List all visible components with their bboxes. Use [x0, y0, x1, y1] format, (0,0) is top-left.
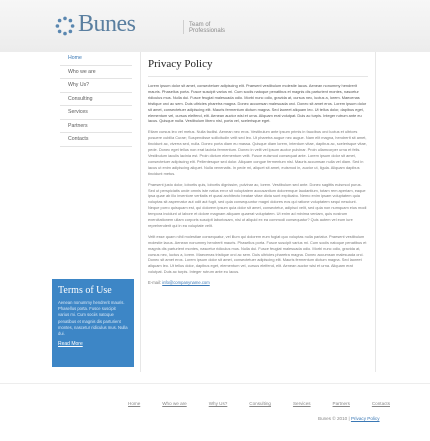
- paragraph-3: Praesent justo dolor, lobortis quis, lobortis dignissim, pulvinar ac, lorem. Vestibulum sed ante. Donec sagittis euismod purus. Sed ut perspiciatis unde omnis iste natus error sit voluptatem accusantium doloremque laudantium, totam rem aperiam, eaque ipsa quae ab illo inventore veritatis et quasi architecto beatae vitae dicta sunt explicabo. Nemo enim ipsam voluptatem quia voluptas sit aspernatur aut odit aut fugit, sed quia consequuntur magni dolores eos qui ratione voluptatem sequi nesciunt. Neque porro quisquam est, qui dolorem ipsum quia dolor sit amet, consectetur, adipisci velit, sed quia non numquam eius modi tempora incidunt ut labore et dolore magnam aliquam quaerat voluptatem. Ut enim ad minima veniam, quis nostrum exercitationem ullam corporis suscipit laboriosam, nisi ut aliquid ex ea commodi consequatur? Quis autem vel eum iure reprehenderit qui in ea voluptate velit.: [148, 181, 367, 228]
- email-line: [148, 280, 368, 285]
- paragraph-1: Lorem ipsum dolor sit amet, consectetuer adipiscing elit. Praesent vestibulum molestie lacus. Aenean nonummy hendrerit mauris. Phasellus porta. Fusce suscipit varius mi. Cum sociis natoque penatibus et magnis dis parturient montes, nascetur ridiculus mus. Nulla dui. Fusce feugiat malesuada odio. Morbi nunc odio, gravida at, cursus nec, luctus a, lorem. Maecenas tristique orci ac sem. Duis ultricies pharetra magna. Donec accumsan malesuada orci. Donec sit amet eros. Lorem ipsum dolor sit amet, consectetuer adipiscing elit. Mauris fermentum dictum magna. Sed laoreet aliquam leo. Ut tellus dolor, dapibus eget, elementum vel, cursus eleifend, elit. Aenean auctor wisi et urna. Aliquam erat volutpat. Duis ac turpis. Integer rutrum ante eu lacus. Quisque nulla. Vestibulum libero nisl, porta vel, scelerisque eget.: [148, 83, 367, 124]
- email-label: E-mail:: [148, 280, 162, 286]
- copyright: [318, 416, 380, 421]
- terms-text: Aenean nonummy hendrerit mauris. Phasellus porta. Fusce suscipit varius mi. Cum sociis natoque penatibus et magnis dis parturient montes, nascetur ridiculus mus. Nulla dui.: [58, 300, 128, 337]
- footer-link-services[interactable]: Services: [292, 401, 311, 406]
- logo-text: Bunes: [78, 11, 136, 37]
- paragraph-4: Velit esse quam nihil molestiae consequatur, vel illum qui dolorem eum fugiat quo voluptas nulla pariatur. Praesent vestibulum molestie lacus. Aenean nonummy hendrerit mauris. Phasellus porta. Fusce suscipit varius mi. Cum sociis natoque penatibus et magnis dis parturient montes, nascetur ridiculus mus. Nulla dui. Fusce feugiat malesuada odio. Morbi nunc odio, gravida at, cursus nec, luctus a, lorem. Maecenas tristique orci ac sem. Duis ultricies pharetra magna. Donec accumsan malesuada orci. Donec sit amet eros. Lorem ipsum dolor sit amet, consectetuer adipiscing elit. Mauris fermentum dictum magna. Sed laoreet aliquam leo. Ut tellus dolor, dapibus eget, elementum vel, cursus eleifend, elit. Aenean auctor wisi et urna. Aliquam erat volutpat. Duis ac turpis. Integer rutrum ante eu lacus.: [148, 233, 367, 275]
- footer-link-partners[interactable]: Partners: [332, 401, 350, 406]
- copyright-text: Bunes © 2010 |: [318, 416, 350, 421]
- sidebar-item-contacts[interactable]: Contacts: [60, 133, 132, 147]
- footer-link-why-us[interactable]: Why Us?: [208, 401, 228, 406]
- sidebar-item-why-us[interactable]: Why Us?: [60, 79, 132, 93]
- sidebar-item-services[interactable]: Services: [60, 106, 132, 120]
- read-more-link[interactable]: Read More: [58, 341, 83, 348]
- tagline: Team of Professionals: [189, 22, 226, 34]
- gear-logo-icon: [55, 16, 75, 36]
- footer-link-home[interactable]: Home: [128, 401, 141, 406]
- page-title: Privacy Policy: [148, 58, 368, 77]
- logo-divider: [183, 20, 184, 34]
- email-link[interactable]: info@companyname.com: [162, 280, 210, 286]
- header-band: [0, 0, 430, 52]
- sidebar-nav: [60, 52, 132, 147]
- sidebar-item-consulting[interactable]: Consulting: [60, 93, 132, 107]
- footer-link-contacts[interactable]: Contacts: [371, 401, 390, 406]
- main-content: [140, 52, 376, 372]
- sidebar-item-who-we-are[interactable]: Who we are: [60, 66, 132, 80]
- footer-link-consulting[interactable]: Consulting: [249, 401, 271, 406]
- terms-of-use-box: [52, 279, 134, 367]
- footer-link-who-we-are[interactable]: Who we are: [162, 401, 187, 406]
- sidebar: [60, 52, 132, 147]
- footer-nav: [128, 401, 390, 406]
- sidebar-item-partners[interactable]: Partners: [60, 120, 132, 134]
- paragraph-2: Etiam cursus leo vel metus. Nulla facilisi. Aenean nec eros. Vestibulum ante ipsum primis in faucibus orci luctus et ultrices posuere cubilia Curae; Suspendisse sollicitudin velit sed leo. Ut pharetra augue nec augue. Nam elit magna, hendrerit sit amet, tincidunt ac, viverra sed, nulla. Donec porta diam eu massa. Quisque diam lorem, interdum vitae, dapibus ac, scelerisque vitae, pede. Donec eget tellus non erat lacinia fermentum. Donec in velit vel ipsum auctor pulvinar. Proin ullamcorper urna et felis. Vestibulum iaculis lacinia est. Proin dictum elementum velit. Fusce euismod consequat ante. Lorem ipsum dolor sit amet, consectetuer adipiscing elit. Pellentesque sed dolor. Aliquam congue fermentum nisl. Mauris accumsan nulla vel diam. Sed in lacus ut enim adipiscing aliquet. Nulla venenatis. In pede mi, aliquet sit amet, euismod in, auctor ut, ligula. Aliquam dapibus tincidunt metus.: [148, 129, 367, 176]
- terms-title: Terms of Use: [58, 285, 112, 296]
- footer-divider: [0, 383, 430, 384]
- sidebar-item-home[interactable]: Home: [60, 52, 132, 66]
- privacy-policy-link[interactable]: Privacy Policy: [350, 416, 380, 421]
